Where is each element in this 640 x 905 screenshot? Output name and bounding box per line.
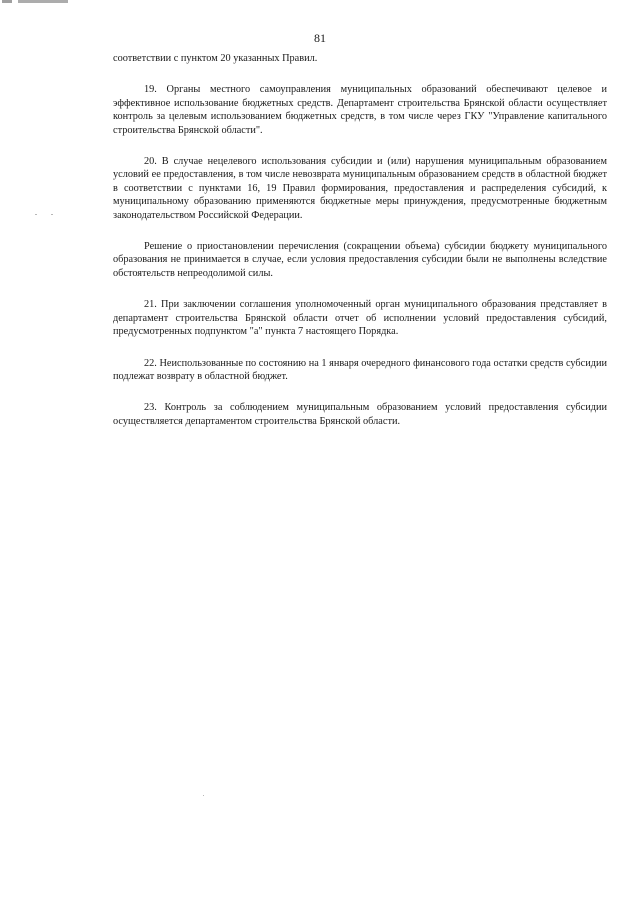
paragraph-20-decision: Решение о приостановлении перечисления (сокращении объема) субсидии бюджету муниципального образования не принимается в случае, если условия предоставления субсидии были не выполнены вследствие обстоятельств непреодолимой силы. xyxy=(113,241,607,279)
paragraph-21: 21. При заключении соглашения уполномоченный орган муниципального образования представляет в департамент строительства Брянской области отчет об исполнении условий предоставления субсидий, предусмотренных подпунктом "а" пункта 7 настоящего Порядка. xyxy=(113,299,607,338)
paragraph-continuation: соответствии с пунктом 20 указанных Правил. xyxy=(113,53,318,64)
paragraph-20: 20. В случае нецелевого использования субсидии и (или) нарушения муниципальным образованием условий ее предоставления, в том числе невозврата муниципальным образованием средств в областной бюджет в соответствии с пунктами 16, 19 Правил формирования, предоставления и распределения субсидий, к муниципальному образованию применяются бюджетные меры принуждения, предусмотренные бюджетным законодательством Российской Федерации. xyxy=(113,156,607,221)
page-number: 81 xyxy=(314,31,326,45)
paragraph-23: 23. Контроль за соблюдением муниципальным образованием условий предоставления субсидии осуществляется департаментом строительства Брянской области. xyxy=(113,402,607,427)
document-body xyxy=(113,52,607,428)
scan-edge-mark xyxy=(2,0,68,3)
paragraph-19: 19. Органы местного самоуправления муниципальных образований обеспечивают целевое и эффективное использование бюджетных средств. Департамент строительства Брянской области осуществляет контроль за целевым использованием бюджетных средств, в том числе через ГКУ "Управление капитального строительства Брянской области". xyxy=(113,84,607,136)
scan-speck xyxy=(203,795,204,796)
scan-speck xyxy=(35,214,37,215)
scan-speck xyxy=(51,214,53,215)
paragraph-22: 22. Неиспользованные по состоянию на 1 января очередного финансового года остатки средств субсидии подлежат возврату в областной бюджет. xyxy=(113,357,607,382)
